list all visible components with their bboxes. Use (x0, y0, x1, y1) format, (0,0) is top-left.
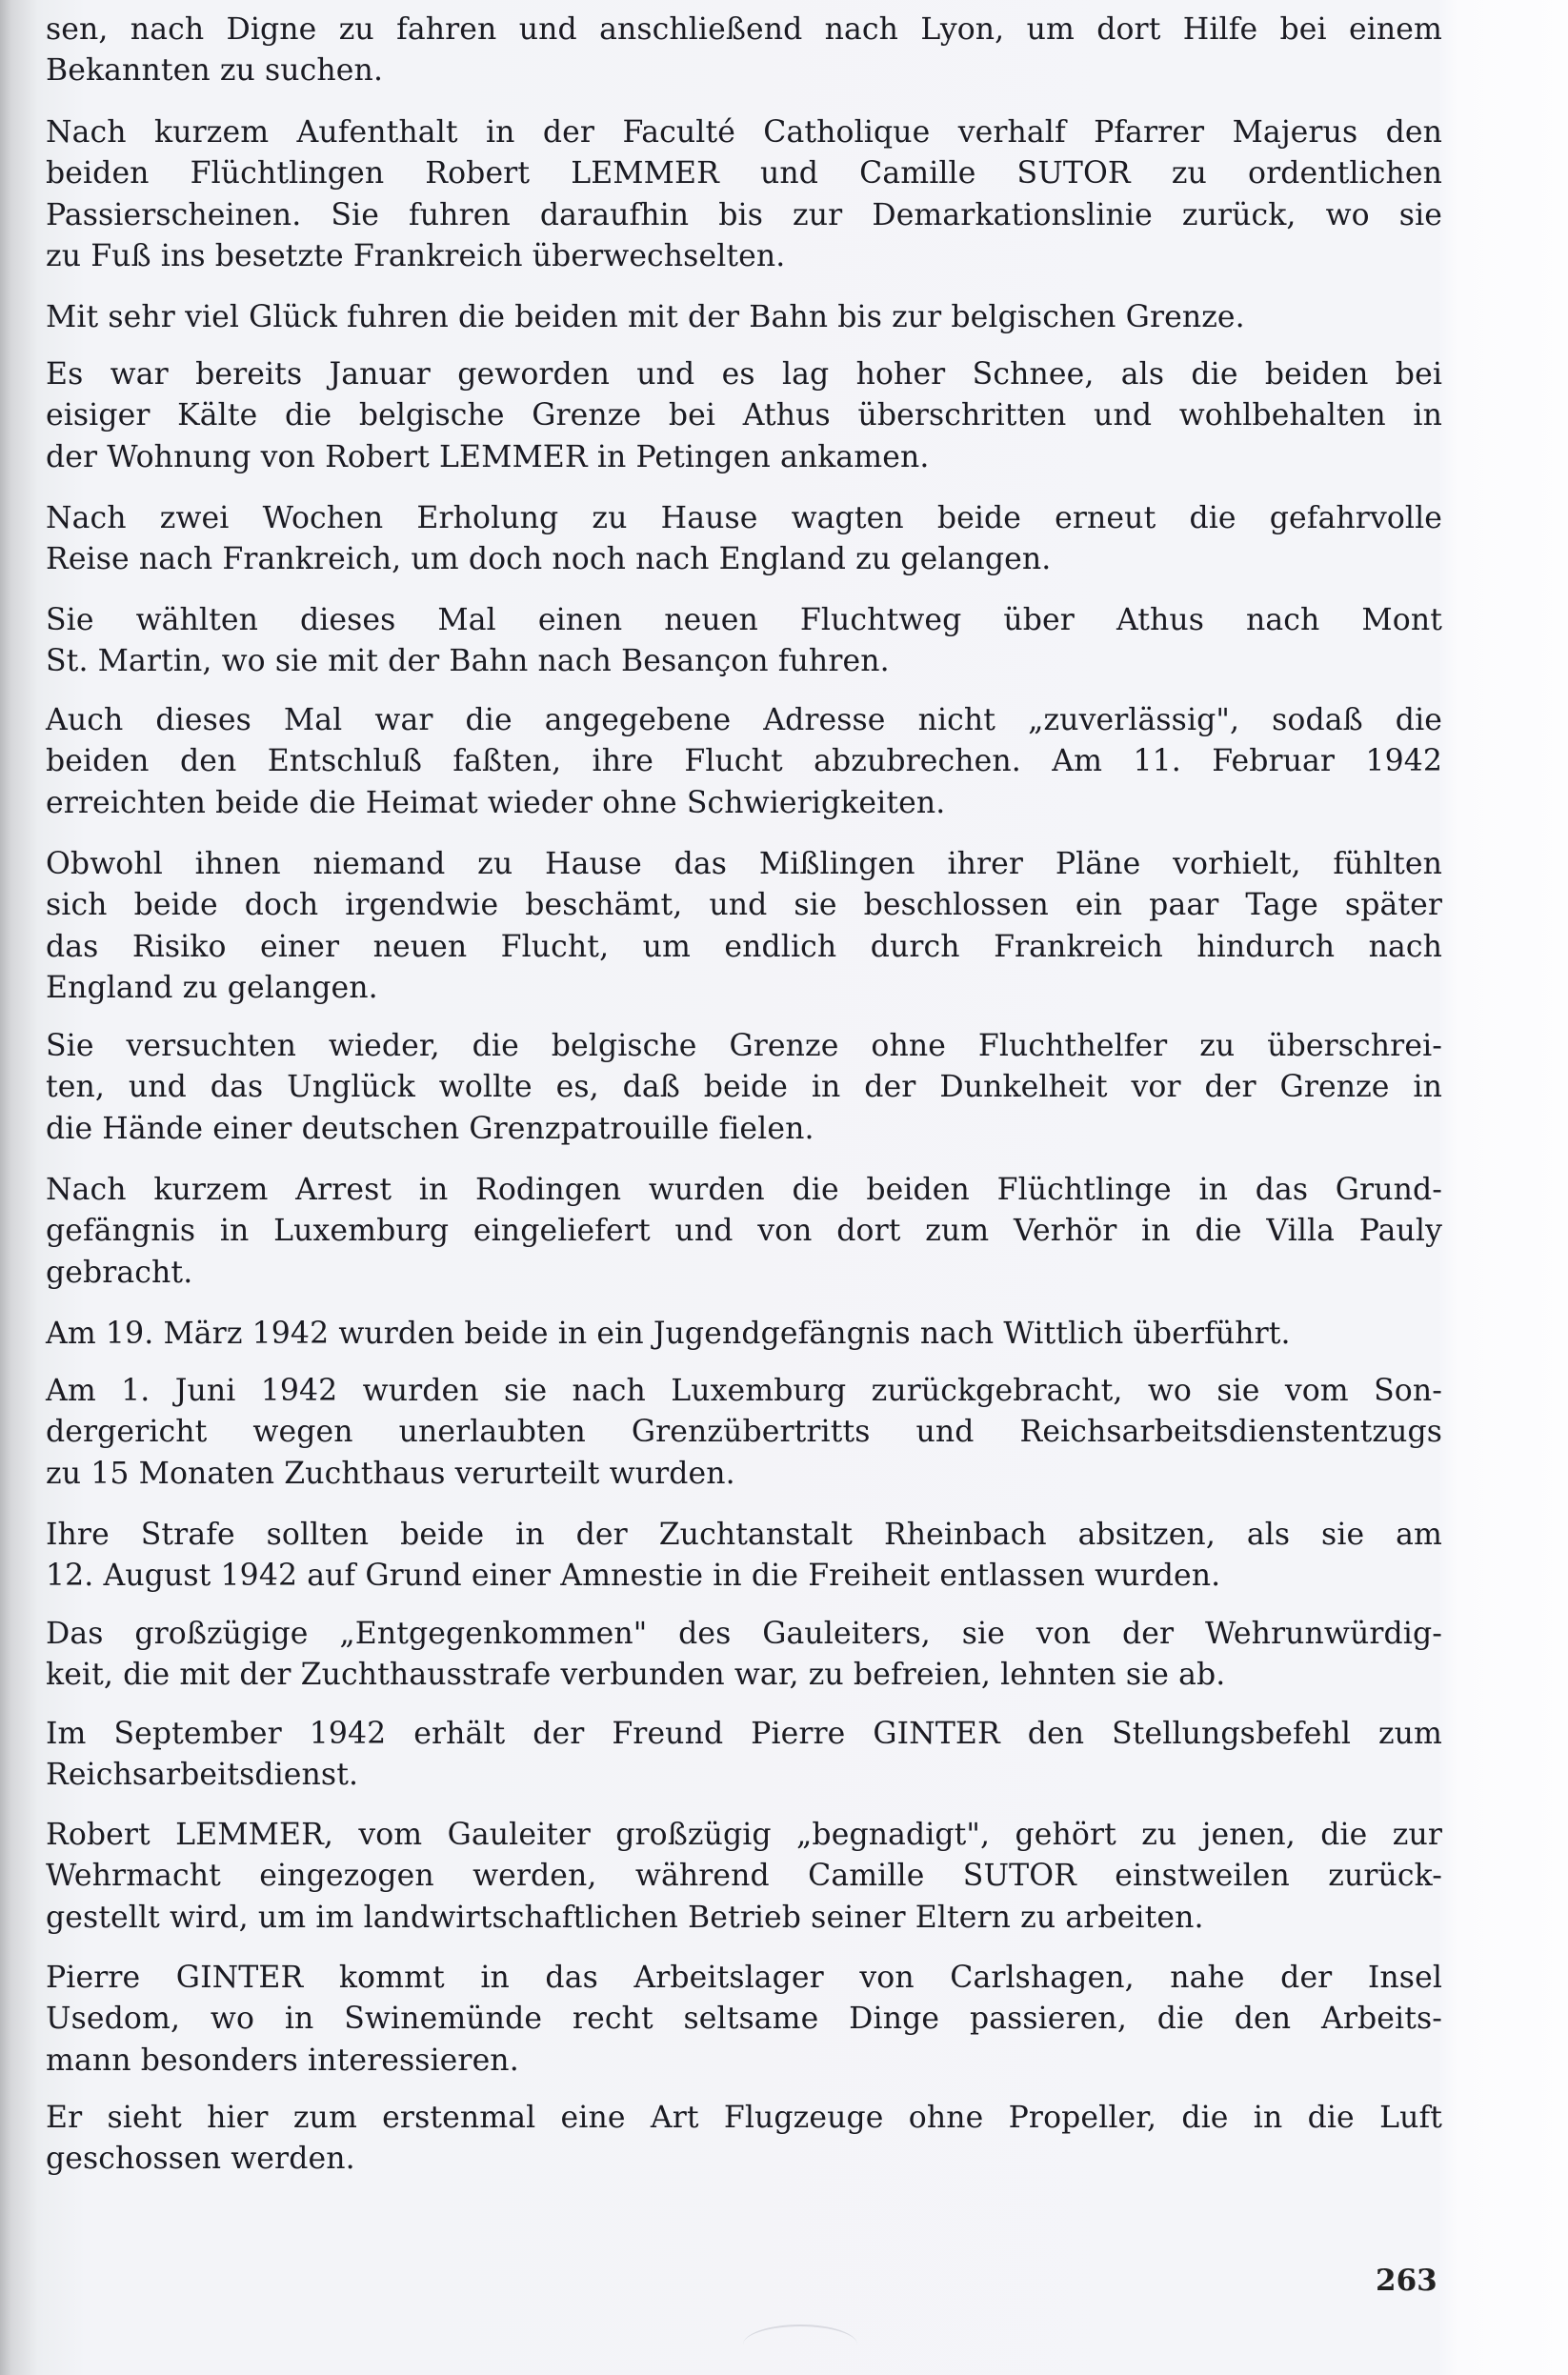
text-line: Reise nach Frankreich, um doch noch nach England zu gelangen. (46, 542, 1052, 577)
text-line: 12. August 1942 auf Grund einer Amnestie in die Freiheit entlassen wurden. (46, 1559, 1221, 1594)
text-line: beiden den Entschluß faßten, ihre Flucht abzubrechen. Am 11. Februar 1942 (46, 744, 1442, 779)
text-line: zu Fuß ins besetzte Frankreich überwechselten. (46, 239, 786, 274)
paragraph (46, 1714, 1442, 1797)
text-line: Reichsarbeitsdienst. (46, 1758, 359, 1793)
text-line: Es war bereits Januar geworden und es lag hoher Schnee, als die beiden bei (46, 357, 1442, 392)
text-line: sen, nach Digne zu fahren und anschließend nach Lyon, um dort Hilfe bei einem (46, 12, 1442, 47)
page-number: 263 (1376, 2264, 1437, 2298)
paragraph (46, 2098, 1442, 2181)
text-line: Ihre Strafe sollten beide in der Zuchtanstalt Rheinbach absitzen, als sie am (46, 1518, 1442, 1552)
text-line: sich beide doch irgendwie beschämt, und sie beschlossen ein paar Tage später (46, 888, 1442, 923)
paragraph (46, 1371, 1442, 1495)
text-line: Am 1. Juni 1942 wurden sie nach Luxemburg zurückgebracht, wo sie vom Son- (46, 1374, 1442, 1408)
text-line: ten, und das Unglück wollte es, daß beide in der Dunkelheit vor der Grenze in (46, 1070, 1442, 1105)
text-line: mann besonders interessieren. (46, 2043, 519, 2078)
paragraph (46, 498, 1442, 581)
text-line: Obwohl ihnen niemand zu Hause das Mißlingen ihrer Pläne vorhielt, fühlten (46, 847, 1442, 881)
text-line: das Risiko einer neuen Flucht, um endlich durch Frankreich hindurch nach (46, 929, 1442, 964)
text-line: Usedom, wo in Swinemünde recht seltsame Dinge passieren, die den Arbeits- (46, 2002, 1442, 2037)
text-line: Er sieht hier zum erstenmal eine Art Flugzeuge ohne Propeller, die in die Luft (46, 2101, 1442, 2135)
text-line: zu 15 Monaten Zuchthaus verurteilt wurden. (46, 1456, 735, 1491)
scan-smudge (743, 2325, 857, 2365)
paragraph (46, 1515, 1442, 1598)
text-line: eisiger Kälte die belgische Grenze bei Athus überschritten und wohlbehalten in (46, 398, 1442, 433)
text-line: Im September 1942 erhält der Freund Pierre GINTER den Stellungsbefehl zum (46, 1717, 1442, 1751)
paragraph (46, 600, 1442, 683)
text-line: Mit sehr viel Glück fuhren die beiden mit der Bahn bis zur belgischen Grenze. (46, 300, 1245, 334)
text-line: Das großzügige „Entgegenkommen" des Gauleiters, sie von der Wehrunwürdig- (46, 1617, 1442, 1651)
paragraph (46, 10, 1442, 92)
text-line: erreichten beide die Heimat wieder ohne Schwierigkeiten. (46, 785, 946, 820)
text-line: Am 19. März 1942 wurden beide in ein Jugendgefängnis nach Wittlich überführt. (46, 1317, 1291, 1351)
paragraph (46, 1026, 1442, 1150)
text-line: geschossen werden. (46, 2142, 355, 2177)
paragraph (46, 1170, 1442, 1294)
text-line: gestellt wird, um im landwirtschaftlichen Betrieb seiner Eltern zu arbeiten. (46, 1900, 1204, 1935)
text-line: Nach kurzem Aufenthalt in der Faculté Catholique verhalf Pfarrer Majerus den (46, 115, 1442, 150)
text-line: Nach zwei Wochen Erholung zu Hause wagten beide erneut die gefahrvolle (46, 501, 1442, 535)
paragraph (46, 297, 1442, 338)
text-line: Bekannten zu suchen. (46, 53, 384, 89)
text-line: England zu gelangen. (46, 971, 378, 1006)
text-line: Passierscheinen. Sie fuhren daraufhin bis zur Demarkationslinie zurück, wo sie (46, 197, 1442, 232)
text-line: dergericht wegen unerlaubten Grenzübertritts und Reichsarbeitsdienstentzugs (46, 1415, 1442, 1450)
text-line: der Wohnung von Robert LEMMER in Petingen ankamen. (46, 439, 930, 474)
text-line: Auch dieses Mal war die angegebene Adresse nicht „zuverlässig", sodaß die (46, 703, 1442, 737)
text-line: Sie versuchten wieder, die belgische Grenze ohne Fluchthelfer zu überschrei- (46, 1029, 1442, 1063)
text-line: Robert LEMMER, vom Gauleiter großzügig „begnadigt", gehört zu jenen, die zur (46, 1818, 1442, 1852)
paragraph (46, 1958, 1442, 2082)
text-line: die Hände einer deutschen Grenzpatrouille fielen. (46, 1111, 814, 1146)
text-line: St. Martin, wo sie mit der Bahn nach Besançon fuhren. (46, 644, 890, 679)
text-line: Sie wählten dieses Mal einen neuen Fluchtweg über Athus nach Mont (46, 603, 1442, 637)
text-line: Nach kurzem Arrest in Rodingen wurden die beiden Flüchtlinge in das Grund- (46, 1173, 1442, 1207)
paragraph (46, 1314, 1442, 1355)
text-line: Pierre GINTER kommt in das Arbeitslager von Carlshagen, nahe der Insel (46, 1961, 1442, 1995)
text-line: gefängnis in Luxemburg eingeliefert und von dort zum Verhör in die Villa Pauly (46, 1214, 1442, 1249)
text-line: beiden Flüchtlingen Robert LEMMER und Camille SUTOR zu ordentlichen (46, 156, 1442, 191)
paragraph (46, 1815, 1442, 1939)
text-line: Wehrmacht eingezogen werden, während Camille SUTOR einstweilen zurück- (46, 1859, 1442, 1894)
paragraph (46, 354, 1442, 478)
paragraph (46, 112, 1442, 278)
paragraph (46, 700, 1442, 824)
text-line: keit, die mit der Zuchthausstrafe verbunden war, zu befreien, lehnten sie ab. (46, 1658, 1226, 1693)
paragraph (46, 844, 1442, 1010)
text-line: gebracht. (46, 1255, 193, 1290)
paragraph (46, 1614, 1442, 1697)
